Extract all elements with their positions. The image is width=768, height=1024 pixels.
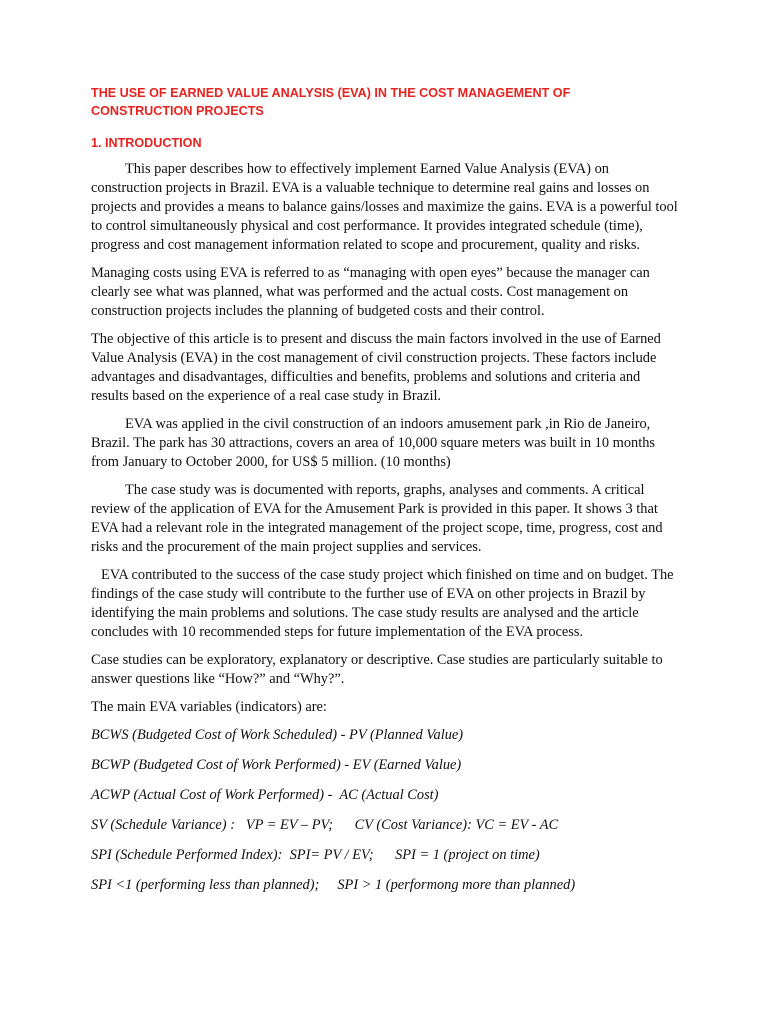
section-heading: 1. INTRODUCTION bbox=[91, 136, 202, 150]
variable-sv-cv: SV (Schedule Variance) : VP = EV – PV; CV (Cost Variance): VC = EV - AC bbox=[91, 817, 559, 833]
paragraph-case-study: The case study was is documented with reports, graphs, analyses and comments. A critical review of the application of EVA for the Amusement Park is provided in this paper. It shows 3 that EVA had a relevant role in the integrated management of the project scope, time, progress, cost and risks and the procurement of the main project supplies and services. bbox=[91, 482, 663, 555]
paragraph-contribution: EVA contributed to the success of the case study project which finished on time and on budget. The findings of the case study will contribute to the further use of EVA on other projects in Brazil by identifying the main problems and solutions. The case study results are analysed and the article concludes with 10 recommended steps for future implementation of the EVA process. bbox=[91, 567, 674, 640]
variable-bcwp: BCWP (Budgeted Cost of Work Performed) - EV (Earned Value) bbox=[91, 757, 462, 773]
paragraph-case-study-types: Case studies can be exploratory, explanatory or descriptive. Case studies are particularly suitable to answer questions like “How?” and “Why?”. bbox=[91, 652, 663, 687]
document-page bbox=[91, 84, 681, 906]
paragraph-open-eyes: Managing costs using EVA is referred to as “managing with open eyes” because the manager can clearly see what was planned, what was performed and the actual costs. Cost management on construction projects includes the planning of budgeted costs and their control. bbox=[91, 265, 650, 319]
variable-acwp: ACWP (Actual Cost of Work Performed) - AC (Actual Cost) bbox=[91, 787, 439, 803]
variable-spi-range: SPI <1 (performing less than planned); SPI > 1 (performong more than planned) bbox=[91, 877, 576, 893]
document-title: THE USE OF EARNED VALUE ANALYSIS (EVA) IN THE COST MANAGEMENT OF CONSTRUCTION PROJECTS bbox=[91, 86, 571, 118]
paragraph-objective: The objective of this article is to present and discuss the main factors involved in the use of Earned Value Analysis (EVA) in the cost management of civil construction projects. These factors include advantages and disadvantages, difficulties and benefits, problems and solutions and criteria and results based on the experience of a real case study in Brazil. bbox=[91, 331, 661, 404]
paragraph-amusement-park: EVA was applied in the civil construction of an indoors amusement park ,in Rio de Janeiro, Brazil. The park has 30 attractions, covers an area of 10,000 square meters was built in 10 months from January to October 2000, for US$ 5 million. (10 months) bbox=[91, 416, 656, 470]
variable-bcws: BCWS (Budgeted Cost of Work Scheduled) - PV (Planned Value) bbox=[91, 727, 464, 743]
paragraph-variables-intro: The main EVA variables (indicators) are: bbox=[91, 699, 327, 715]
paragraph-intro: This paper describes how to effectively implement Earned Value Analysis (EVA) on construction projects in Brazil. EVA is a valuable technique to determine real gains and losses on projects and provides a means to balance gains/losses and maximize the gains. EVA is a powerful tool to control simultaneously physical and cost performance. It provides integrated schedule (time), progress and cost management information related to scope and procurement, quality and risks. bbox=[91, 161, 678, 253]
variable-spi: SPI (Schedule Performed Index): SPI= PV / EV; SPI = 1 (project on time) bbox=[91, 847, 540, 863]
